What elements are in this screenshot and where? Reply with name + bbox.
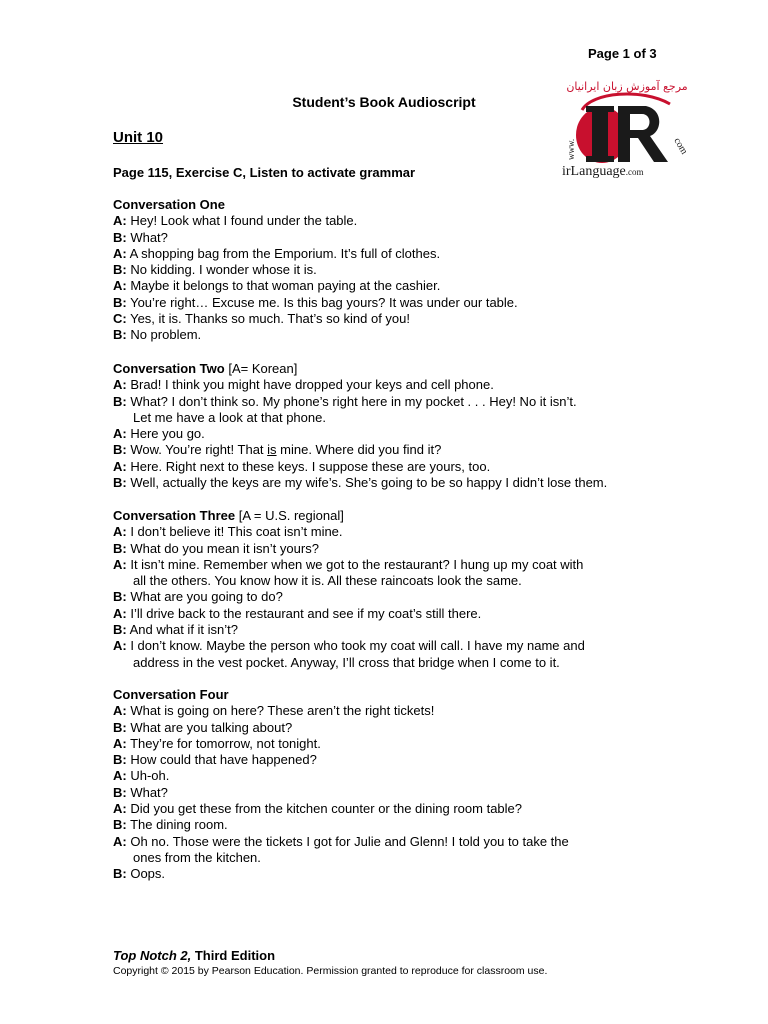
copyright-notice: Copyright © 2015 by Pearson Education. Permission granted to reproduce for classroom use. [113, 965, 548, 977]
dialogue-line: B: What? I don’t think so. My phone’s right here in my pocket . . . Hey! No it isn’t. [113, 393, 577, 409]
dialogue-line: B: Well, actually the keys are my wife’s. She’s going to be so happy I didn’t lose them. [113, 475, 608, 491]
dialogue-line: A: They’re for tomorrow, not tonight. [113, 735, 321, 751]
dialogue-line: B: Oops. [113, 866, 166, 882]
dialogue-line: B: What do you mean it isn’t yours? [113, 540, 319, 556]
logo-wordmark [562, 164, 692, 180]
dialogue-line: A: I don’t know. Maybe the person who took my coat will call. I have my name and [113, 638, 585, 654]
exercise-heading: Page 115, Exercise C, Listen to activate grammar [113, 165, 416, 180]
dialogue-line: B: What are you going to do? [113, 589, 283, 605]
dialogue-line: A: Uh-oh. [113, 768, 170, 784]
dialogue-line: C: Yes, it is. Thanks so much. That’s so kind of you! [113, 311, 410, 327]
document-title: Student’s Book Audioscript [292, 94, 476, 110]
conversation-three [113, 508, 673, 671]
dialogue-line: A: A shopping bag from the Emporium. It’s full of clothes. [113, 245, 441, 261]
dialogue-line: A: I’ll drive back to the restaurant and see if my coat’s still there. [113, 605, 482, 621]
logo-persian-text: مرجع آموزش زبان ایرانیان [566, 80, 688, 93]
conversation-heading: Conversation Four [113, 687, 229, 702]
dialogue-line: B: No problem. [113, 327, 202, 343]
dialogue-line: A: Did you get these from the kitchen counter or the dining room table? [113, 801, 522, 817]
conversation-heading: Conversation Two [A= Korean] [113, 361, 298, 376]
dialogue-line: A: Here you go. [113, 426, 205, 442]
dialogue-line-continuation: all the others. You know how it is. All these raincoats look the same. [133, 573, 522, 589]
dialogue-line: B: How could that have happened? [113, 752, 317, 768]
conversation-heading: Conversation Three [A = U.S. regional] [113, 508, 344, 523]
dialogue-line: B: What are you talking about? [113, 719, 293, 735]
dialogue-line: A: Hey! Look what I found under the table. [113, 213, 358, 229]
footer-book-title: Top Notch 2, Third Edition [113, 948, 276, 963]
logo-wordmark-suffix: .com [625, 167, 644, 177]
conversation-four [113, 687, 673, 883]
svg-text:com: com [671, 136, 690, 157]
dialogue-line-continuation: ones from the kitchen. [133, 849, 261, 865]
dialogue-line: B: What? [113, 784, 168, 800]
logo-wordmark-text: irLanguage [562, 164, 626, 179]
dialogue-line: B: And what if it isn’t? [113, 622, 238, 638]
dialogue-line-continuation: address in the vest pocket. Anyway, I’ll cross that bridge when I come to it. [133, 654, 560, 670]
unit-heading: Unit 10 [113, 129, 164, 146]
svg-text:www.: www. [566, 138, 576, 160]
irlanguage-logo [562, 80, 692, 184]
conversation-heading: Conversation One [113, 197, 225, 212]
dialogue-line: B: No kidding. I wonder whose it is. [113, 262, 317, 278]
dialogue-line: B: Wow. You’re right! That is mine. Where did you find it? [113, 442, 442, 458]
dialogue-line: A: It isn’t mine. Remember when we got to the restaurant? I hung up my coat with [113, 556, 584, 572]
dialogue-line: B: What? [113, 229, 168, 245]
dialogue-line: A: I don’t believe it! This coat isn’t mine. [113, 524, 343, 540]
conversation-two [113, 361, 673, 491]
conversation-one [113, 197, 673, 344]
dialogue-line: A: Oh no. Those were the tickets I got for Julie and Glenn! I told you to take the [113, 833, 569, 849]
dialogue-line: A: Brad! I think you might have dropped your keys and cell phone. [113, 377, 494, 393]
dialogue-line: A: Here. Right next to these keys. I suppose these are yours, too. [113, 458, 491, 474]
dialogue-line-continuation: Let me have a look at that phone. [133, 409, 326, 425]
dialogue-line: A: What is going on here? These aren’t the right tickets! [113, 703, 435, 719]
dialogue-line: B: You’re right… Excuse me. Is this bag yours? It was under our table. [113, 294, 518, 310]
page-indicator: Page 1 of 3 [588, 46, 657, 61]
dialogue-line: A: Maybe it belongs to that woman paying at the cashier. [113, 278, 441, 294]
dialogue-line: B: The dining room. [113, 817, 228, 833]
